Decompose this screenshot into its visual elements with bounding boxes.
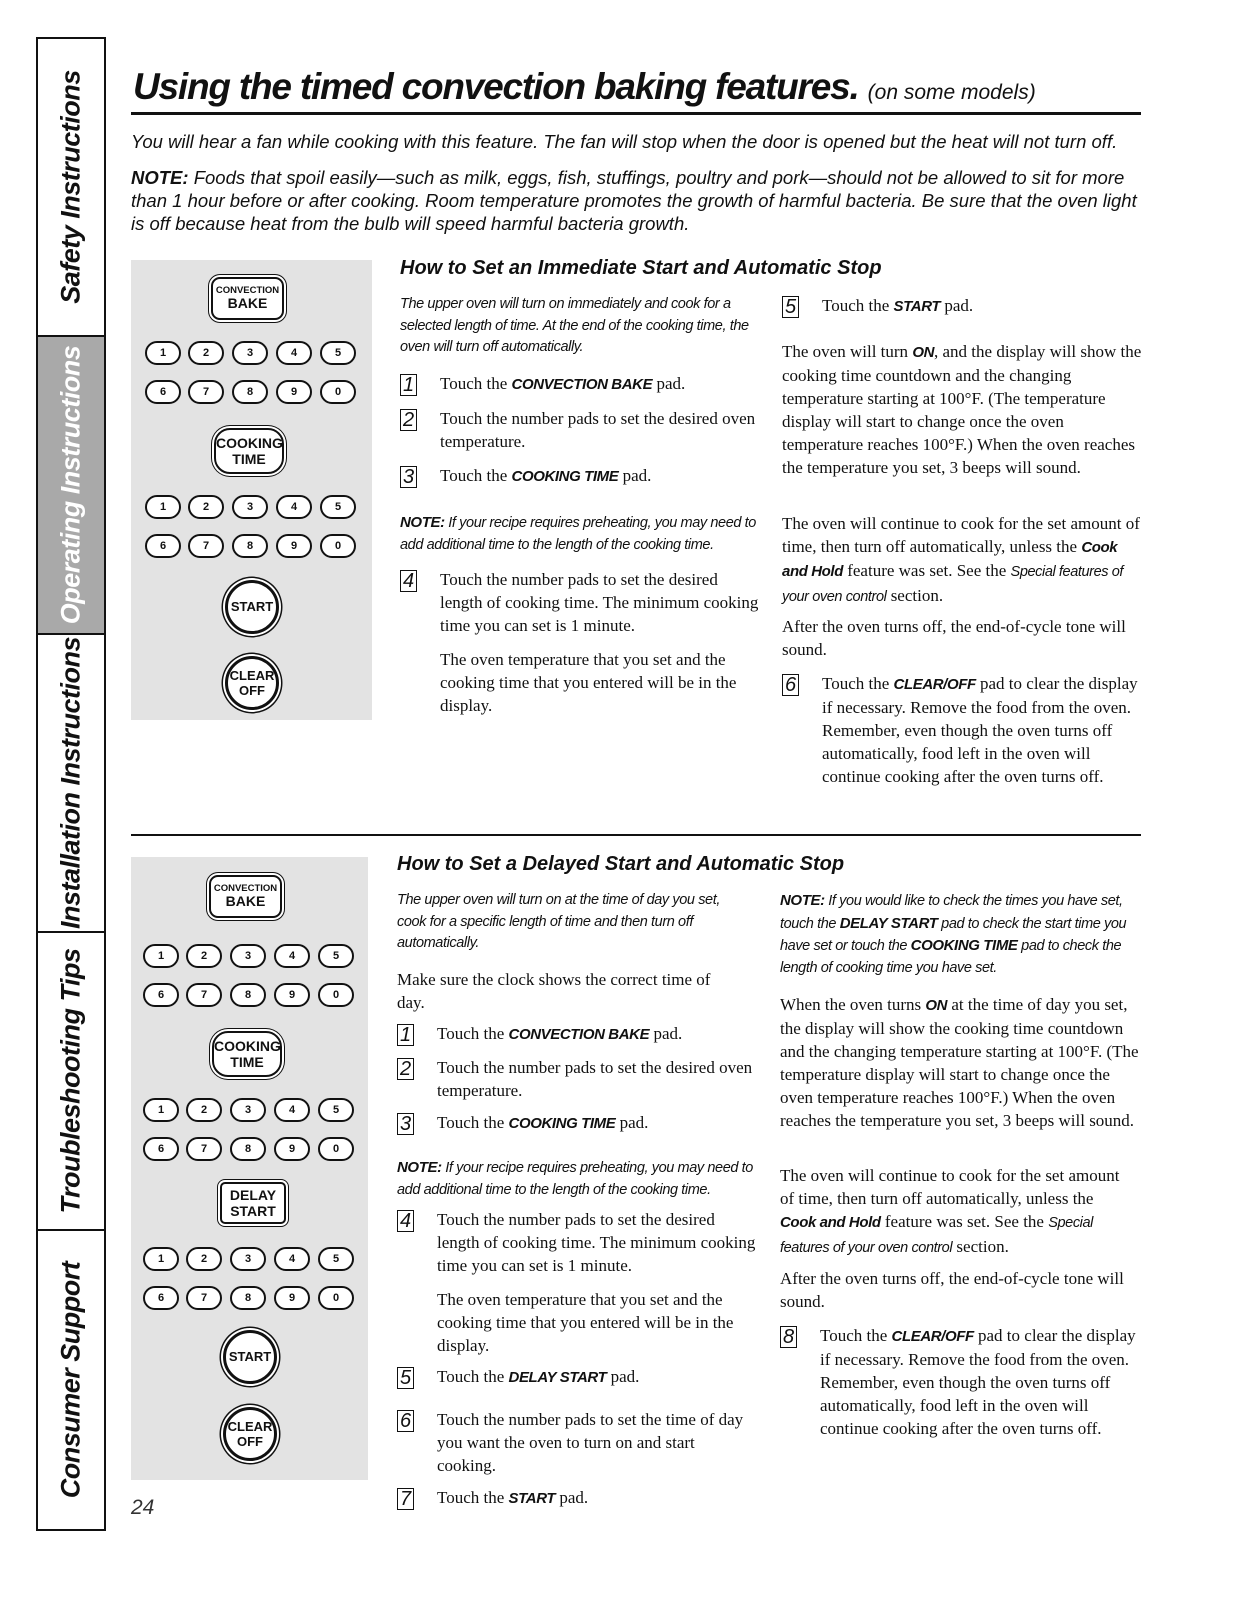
tab-installation-instructions[interactable] bbox=[38, 635, 104, 933]
tab-label: Installation Instructions bbox=[55, 636, 86, 930]
number-pad-9[interactable]: 9 bbox=[274, 1286, 310, 1310]
number-pad-0[interactable]: 0 bbox=[320, 380, 356, 404]
number-pad-7[interactable]: 7 bbox=[186, 983, 222, 1007]
note-label: NOTE: bbox=[131, 167, 189, 188]
tab-consumer-support[interactable] bbox=[38, 1231, 104, 1529]
convection-bake-pad[interactable] bbox=[211, 277, 284, 320]
pad-label-top: CLEAR bbox=[229, 668, 275, 683]
title-subtitle: (on some models) bbox=[867, 81, 1036, 104]
delay-start-pad[interactable] bbox=[220, 1182, 286, 1224]
step-number: 3 bbox=[400, 466, 417, 488]
tab-label: Consumer Support bbox=[55, 1261, 86, 1499]
number-pad-5[interactable]: 5 bbox=[320, 341, 356, 365]
step-text: Touch the bbox=[822, 674, 894, 693]
pad-label-top: COOKING bbox=[214, 1038, 281, 1054]
number-pad-1[interactable]: 1 bbox=[143, 1247, 179, 1271]
number-pad-3[interactable]: 3 bbox=[230, 1247, 266, 1271]
delayed-paragraph-3: After the oven turns off, the end-of-cycle tone will sound. bbox=[780, 1269, 1124, 1311]
note-text: pad to check the length of cooking time you have set. bbox=[780, 938, 1122, 976]
number-pad-8[interactable]: 8 bbox=[230, 983, 266, 1007]
pad-label-top: DELAY bbox=[229, 1187, 277, 1203]
delayed-step-7 bbox=[397, 1486, 757, 1510]
pad-keyword: CLEAR/OFF bbox=[891, 1328, 974, 1345]
pad-keyword: START bbox=[893, 298, 941, 315]
tab-safety-instructions[interactable] bbox=[38, 39, 104, 337]
number-pad-4[interactable]: 4 bbox=[274, 944, 310, 968]
paragraph-text: at the time of day you set, the display will show the cooking time countdown and the changing temperature starting at 100°F. (The temperature display will start to change once the oven temperature reaches 100°F.) When the oven reaches the temperature you set, 3 beeps will sound. bbox=[780, 995, 1139, 1130]
paragraph-text: The oven will turn bbox=[782, 342, 913, 361]
number-pad-6[interactable]: 6 bbox=[143, 983, 179, 1007]
paragraph-text: section. bbox=[886, 586, 944, 605]
immediate-step-5 bbox=[782, 294, 1142, 318]
sidebar-tabs bbox=[36, 37, 106, 1531]
pad-label-top: COOKING bbox=[216, 435, 283, 451]
page-number: 24 bbox=[131, 1496, 155, 1519]
delayed-note-check-times bbox=[780, 890, 1142, 979]
step-text: Touch the number pads to set the desired length of cooking time. The minimum cooking time you can set is 1 minute. bbox=[437, 1210, 756, 1275]
number-pad-2[interactable]: 2 bbox=[186, 944, 222, 968]
number-pad-2[interactable]: 2 bbox=[188, 341, 224, 365]
step-number: 5 bbox=[782, 296, 799, 318]
number-pad-7[interactable]: 7 bbox=[186, 1137, 222, 1161]
step-text: pad. bbox=[652, 374, 686, 393]
step-number: 5 bbox=[397, 1367, 414, 1389]
number-pad-3[interactable]: 3 bbox=[230, 944, 266, 968]
number-pad-8[interactable]: 8 bbox=[232, 380, 268, 404]
pad-label-top: CLEAR bbox=[227, 1419, 273, 1434]
pad-keyword: CLEAR/OFF bbox=[893, 676, 976, 693]
clear-off-pad[interactable] bbox=[223, 1407, 277, 1461]
clear-off-pad[interactable] bbox=[225, 656, 279, 710]
number-pad-6[interactable]: 6 bbox=[145, 380, 181, 404]
tab-label: Safety Instructions bbox=[55, 70, 86, 304]
step-number: 7 bbox=[397, 1488, 414, 1510]
number-pad-7[interactable]: 7 bbox=[188, 534, 224, 558]
step-text: Touch the bbox=[820, 1326, 892, 1345]
number-pad-0[interactable]: 0 bbox=[318, 983, 354, 1007]
step-text: Touch the bbox=[437, 1367, 509, 1386]
tab-label: Operating Instructions bbox=[55, 345, 86, 625]
control-panel-immediate bbox=[131, 260, 372, 720]
number-pad-9[interactable]: 9 bbox=[276, 534, 312, 558]
number-pad-0[interactable]: 0 bbox=[320, 534, 356, 558]
number-pad-6[interactable]: 6 bbox=[143, 1137, 179, 1161]
pad-label-top: CONVECTION bbox=[213, 883, 278, 894]
section-heading-immediate: How to Set an Immediate Start and Automatic Stop bbox=[400, 257, 882, 279]
number-pad-1[interactable]: 1 bbox=[145, 495, 181, 519]
immediate-note bbox=[400, 512, 762, 556]
number-pad-2[interactable]: 2 bbox=[188, 495, 224, 519]
cooking-time-pad[interactable] bbox=[214, 428, 284, 474]
pad-label-bottom: TIME bbox=[230, 1054, 264, 1070]
immediate-step-3 bbox=[400, 464, 760, 488]
number-pad-1[interactable]: 1 bbox=[145, 341, 181, 365]
immediate-lead: The upper oven will turn on immediately and cook for a selected length of time. At the end of the cooking time, the oven will turn off automatically. bbox=[400, 296, 749, 355]
step-number: 1 bbox=[400, 374, 417, 396]
step-text: pad to clear the display if necessary. Remove the food from the oven. Remember, even though the oven turns off automatically, food left in the oven will continue cooking after the oven turns off. bbox=[822, 674, 1138, 786]
number-pad-5[interactable]: 5 bbox=[318, 944, 354, 968]
step-number: 4 bbox=[400, 570, 417, 592]
step-number: 8 bbox=[780, 1326, 797, 1348]
note-text: If you would like to check the times you have set, touch the bbox=[780, 893, 1123, 932]
delayed-note bbox=[397, 1157, 759, 1201]
pad-keyword: COOKING TIME bbox=[511, 468, 619, 485]
pad-keyword: CONVECTION BAKE bbox=[508, 1026, 650, 1043]
number-pad-2[interactable]: 2 bbox=[186, 1247, 222, 1271]
number-pad-5[interactable]: 5 bbox=[318, 1247, 354, 1271]
keyword: ON bbox=[925, 997, 948, 1014]
pad-label-bottom: BAKE bbox=[225, 893, 266, 909]
number-pad-3[interactable]: 3 bbox=[232, 341, 268, 365]
step-text: Touch the bbox=[437, 1024, 509, 1043]
number-pad-7[interactable]: 7 bbox=[188, 380, 224, 404]
number-pad-4[interactable]: 4 bbox=[276, 495, 312, 519]
step-text: pad. bbox=[649, 1024, 683, 1043]
note-text: If your recipe requires preheating, you may need to add additional time to the length of the cooking time. bbox=[400, 515, 756, 553]
delayed-paragraph-2 bbox=[780, 1164, 1120, 1260]
cooking-time-pad[interactable] bbox=[212, 1031, 282, 1077]
delayed-clock-note: Make sure the clock shows the correct time of day. bbox=[397, 970, 711, 1012]
control-panel-delayed bbox=[131, 857, 368, 1480]
step-text: Touch the bbox=[437, 1488, 509, 1507]
note-text: If your recipe requires preheating, you may need to add additional time to the length of the cooking time. bbox=[397, 1160, 753, 1198]
pad-keyword: COOKING TIME bbox=[508, 1115, 616, 1132]
number-pad-4[interactable]: 4 bbox=[274, 1098, 310, 1122]
paragraph-text: , and the display will show the cooking time countdown and the changing temperature starting at 100°F. (The temperature display will start to change once the oven temperature reaches 100°F.) When the oven reaches the temperature you set, 3 beeps will sound. bbox=[782, 342, 1142, 477]
pad-label-bottom: START bbox=[230, 1203, 276, 1219]
delayed-paragraph-1 bbox=[780, 993, 1142, 1132]
section-reference: Special features of your oven control bbox=[780, 1215, 1093, 1256]
intro-note bbox=[131, 166, 1146, 235]
immediate-paragraph-1 bbox=[782, 340, 1142, 479]
section-heading-delayed: How to Set a Delayed Start and Automatic Stop bbox=[397, 853, 845, 875]
number-pad-3[interactable]: 3 bbox=[232, 495, 268, 519]
pad-keyword: COOKING TIME bbox=[910, 937, 1018, 954]
step-number: 6 bbox=[397, 1410, 414, 1432]
note-text: pad to check the start time you have set or touch the bbox=[780, 915, 1127, 954]
step-text: Touch the bbox=[437, 1113, 509, 1132]
immediate-paragraph-3: After the oven turns off, the end-of-cycle tone will sound. bbox=[782, 617, 1126, 659]
step-number: 6 bbox=[782, 674, 799, 696]
pad-keyword: CONVECTION BAKE bbox=[511, 376, 653, 393]
number-pad-7[interactable]: 7 bbox=[186, 1286, 222, 1310]
step-text: Touch the number pads to set the desired oven temperature. bbox=[437, 1058, 753, 1100]
keyword: Cook and Hold bbox=[782, 539, 1118, 580]
start-pad[interactable]: START bbox=[223, 1330, 277, 1384]
section-divider bbox=[131, 834, 1141, 836]
number-pad-1[interactable]: 1 bbox=[143, 944, 179, 968]
delayed-step-2 bbox=[397, 1056, 757, 1102]
step-number: 4 bbox=[397, 1210, 414, 1232]
step-number: 2 bbox=[397, 1058, 414, 1080]
step-text: pad to clear the display if necessary. Remove the food from the oven. Remember, even though the oven turns off automatically, food left in the oven will continue cooking after the oven turns off. bbox=[820, 1326, 1136, 1438]
paragraph-text: The oven will continue to cook for the set amount of time, then turn off automatically, unless the bbox=[782, 514, 1140, 556]
paragraph-text: When the oven turns bbox=[780, 995, 926, 1014]
step-extra-text: The oven temperature that you set and the cooking time that you entered will be in the display. bbox=[437, 1290, 734, 1355]
tab-label: Troubleshooting Tips bbox=[55, 948, 86, 1214]
number-pad-5[interactable]: 5 bbox=[318, 1098, 354, 1122]
immediate-step-4 bbox=[400, 568, 760, 717]
immediate-step-1 bbox=[400, 372, 760, 396]
paragraph-text: section. bbox=[952, 1237, 1009, 1256]
pad-label-bottom: OFF bbox=[239, 683, 265, 698]
pad-label-bottom: TIME bbox=[232, 451, 266, 467]
step-text: pad. bbox=[555, 1488, 589, 1507]
delayed-step-4 bbox=[397, 1208, 757, 1357]
step-text: pad. bbox=[606, 1367, 640, 1386]
delayed-step-3 bbox=[397, 1111, 757, 1135]
number-pad-0[interactable]: 0 bbox=[318, 1286, 354, 1310]
step-text: Touch the bbox=[440, 374, 512, 393]
step-text: Touch the bbox=[822, 296, 894, 315]
step-text: Touch the number pads to set the desired length of cooking time. The minimum cooking time you can set is 1 minute. bbox=[440, 570, 759, 635]
pad-keyword: START bbox=[508, 1490, 556, 1507]
number-pad-6[interactable]: 6 bbox=[143, 1286, 179, 1310]
note-label: NOTE: bbox=[397, 1159, 442, 1176]
pad-label-bottom: BAKE bbox=[227, 295, 268, 311]
note-label: NOTE: bbox=[400, 514, 445, 531]
paragraph-text: feature was set. See the bbox=[880, 1212, 1049, 1231]
convection-bake-pad[interactable] bbox=[209, 875, 282, 918]
number-pad-4[interactable]: 4 bbox=[274, 1247, 310, 1271]
step-number: 2 bbox=[400, 409, 417, 431]
step-extra-text: The oven temperature that you set and the cooking time that you entered will be in the display. bbox=[440, 650, 737, 715]
pad-label-bottom: OFF bbox=[237, 1434, 263, 1449]
section-reference: Special features of your oven control bbox=[782, 564, 1124, 605]
number-pad-1[interactable]: 1 bbox=[143, 1098, 179, 1122]
immediate-paragraph-2 bbox=[782, 512, 1142, 609]
pad-keyword: DELAY START bbox=[508, 1369, 607, 1386]
paragraph-text: feature was set. See the bbox=[842, 561, 1011, 580]
number-pad-4[interactable]: 4 bbox=[276, 341, 312, 365]
paragraph-text: The oven will continue to cook for the set amount of time, then turn off automatically, unless the bbox=[780, 1166, 1120, 1208]
step-text: Touch the number pads to set the desired oven temperature. bbox=[440, 409, 756, 451]
note-label: NOTE: bbox=[780, 892, 825, 909]
delayed-step-1 bbox=[397, 1022, 757, 1046]
step-text: Touch the number pads to set the time of day you want the oven to turn on and start cooking. bbox=[437, 1410, 744, 1475]
step-number: 1 bbox=[397, 1024, 414, 1046]
note-text: Foods that spoil easily—such as milk, eggs, fish, stuffings, poultry and pork—should not be allowed to sit for more than 1 hour before or after cooking. Room temperature promotes the growth of harmful bacteria. Be sure that the oven light is off because heat from the bulb will speed harmful bacteria growth. bbox=[131, 167, 1137, 234]
tab-troubleshooting-tips[interactable] bbox=[38, 933, 104, 1231]
immediate-step-2 bbox=[400, 407, 760, 453]
number-pad-5[interactable]: 5 bbox=[320, 495, 356, 519]
keyword: ON bbox=[912, 344, 935, 361]
delayed-step-6 bbox=[397, 1408, 757, 1477]
keyword: Cook and Hold bbox=[780, 1214, 881, 1231]
title-text: Using the timed convection baking features. bbox=[133, 66, 859, 107]
number-pad-2[interactable]: 2 bbox=[186, 1098, 222, 1122]
step-text: pad. bbox=[618, 466, 652, 485]
pad-keyword: DELAY START bbox=[839, 914, 938, 932]
number-pad-8[interactable]: 8 bbox=[230, 1286, 266, 1310]
step-text: Touch the bbox=[440, 466, 512, 485]
tab-operating-instructions[interactable] bbox=[38, 337, 104, 635]
number-pad-9[interactable]: 9 bbox=[274, 1137, 310, 1161]
intro-text: You will hear a fan while cooking with this feature. The fan will stop when the door is opened but the heat will not turn off. bbox=[131, 131, 1118, 152]
title-rule bbox=[131, 112, 1141, 115]
step-text: pad. bbox=[940, 296, 974, 315]
start-pad[interactable]: START bbox=[225, 580, 279, 634]
number-pad-9[interactable]: 9 bbox=[276, 380, 312, 404]
pad-label-top: CONVECTION bbox=[215, 285, 280, 296]
delayed-step-5 bbox=[397, 1365, 757, 1389]
number-pad-0[interactable]: 0 bbox=[318, 1137, 354, 1161]
number-pad-6[interactable]: 6 bbox=[145, 534, 181, 558]
page-title bbox=[133, 66, 1036, 108]
step-text: pad. bbox=[615, 1113, 649, 1132]
immediate-step-6 bbox=[782, 672, 1142, 788]
number-pad-3[interactable]: 3 bbox=[230, 1098, 266, 1122]
delayed-step-8 bbox=[780, 1324, 1142, 1440]
delayed-lead: The upper oven will turn on at the time of day you set, cook for a specific length of time and then turn off automatically. bbox=[397, 892, 720, 951]
number-pad-8[interactable]: 8 bbox=[232, 534, 268, 558]
number-pad-8[interactable]: 8 bbox=[230, 1137, 266, 1161]
number-pad-9[interactable]: 9 bbox=[274, 983, 310, 1007]
step-number: 3 bbox=[397, 1113, 414, 1135]
